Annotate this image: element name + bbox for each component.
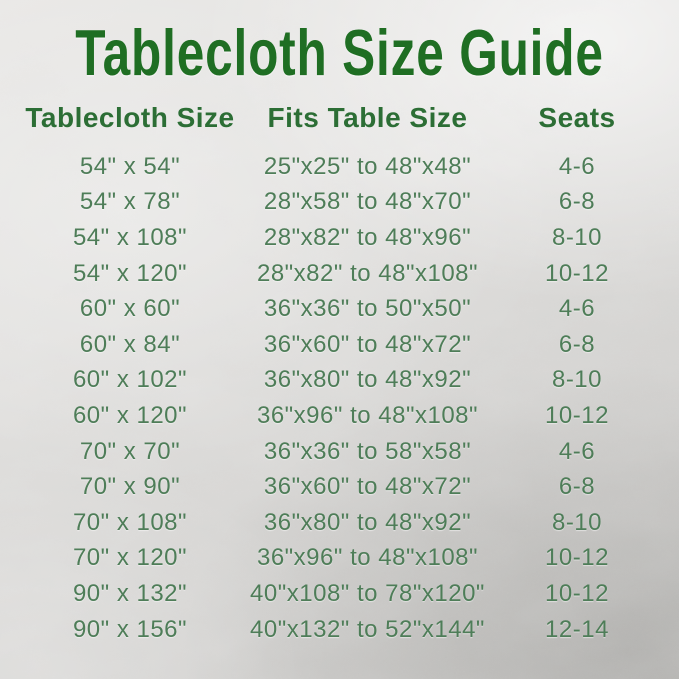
table-row [0, 541, 679, 577]
table-row [0, 434, 679, 470]
tablecloth-size-cell: 70" x 120" [72, 544, 188, 572]
seats-cell: 6-8 [558, 330, 596, 358]
fits-table-size-cell: 25"x25" to 48"x48" [263, 152, 472, 180]
seats-cell: 10-12 [545, 259, 609, 287]
tablecloth-size-cell: 90" x 132" [72, 579, 188, 607]
seats-cell: 4-6 [558, 437, 596, 465]
fits-table-size-cell: 40"x108" to 78"x120" [250, 579, 485, 607]
table-row [0, 505, 679, 541]
fits-table-size-cell: 36"x36" to 50"x50" [263, 295, 472, 323]
seats-cell: 4-6 [558, 152, 596, 180]
fits-table-size-cell: 36"x60" to 48"x72" [263, 330, 472, 358]
column-header-fits-table-size: Fits Table Size [267, 102, 468, 133]
table-row [0, 576, 679, 612]
table-row [0, 185, 679, 221]
seats-cell: 8-10 [551, 508, 603, 536]
table-row [0, 398, 679, 434]
table-row [0, 149, 679, 185]
fits-table-size-cell: 36"x80" to 48"x92" [263, 366, 472, 394]
fits-table-size-cell: 28"x82" to 48"x96" [263, 223, 472, 251]
tablecloth-size-cell: 54" x 54" [79, 152, 181, 180]
fits-table-size-cell: 36"x36" to 58"x58" [263, 437, 472, 465]
table-row [0, 220, 679, 256]
column-header-seats: Seats [538, 102, 616, 133]
fits-table-size-cell: 28"x82" to 48"x108" [256, 259, 479, 287]
tablecloth-size-cell: 60" x 84" [79, 330, 181, 358]
table-row [0, 327, 679, 363]
tablecloth-size-cell: 70" x 108" [72, 508, 188, 536]
seats-cell: 6-8 [558, 473, 596, 501]
tablecloth-size-cell: 54" x 108" [72, 223, 188, 251]
tablecloth-size-cell: 70" x 90" [79, 473, 181, 501]
tablecloth-size-cell: 60" x 60" [79, 295, 181, 323]
fits-table-size-cell: 36"x60" to 48"x72" [263, 473, 472, 501]
seats-cell: 6-8 [558, 188, 596, 216]
table-row [0, 363, 679, 399]
tablecloth-size-cell: 60" x 120" [72, 401, 188, 429]
table-row [0, 291, 679, 327]
fits-table-size-cell: 36"x96" to 48"x108" [256, 544, 479, 572]
seats-cell: 10-12 [545, 579, 609, 607]
table-header-row [0, 98, 679, 138]
table-row [0, 256, 679, 292]
column-header-tablecloth-size: Tablecloth Size [25, 102, 235, 133]
fits-table-size-cell: 28"x58" to 48"x70" [263, 188, 472, 216]
table-body [0, 149, 679, 647]
tablecloth-size-cell: 90" x 156" [72, 615, 188, 643]
table-row [0, 469, 679, 505]
seats-cell: 12-14 [545, 615, 609, 643]
tablecloth-size-cell: 54" x 120" [72, 259, 188, 287]
seats-cell: 10-12 [545, 544, 609, 572]
seats-cell: 8-10 [551, 366, 603, 394]
fits-table-size-cell: 36"x96" to 48"x108" [256, 401, 479, 429]
seats-cell: 8-10 [551, 223, 603, 251]
table-row [0, 612, 679, 648]
tablecloth-size-cell: 54" x 78" [79, 188, 181, 216]
seats-cell: 10-12 [545, 401, 609, 429]
size-table [0, 98, 679, 647]
tablecloth-size-cell: 60" x 102" [72, 366, 188, 394]
fits-table-size-cell: 40"x132" to 52"x144" [250, 615, 485, 643]
fits-table-size-cell: 36"x80" to 48"x92" [263, 508, 472, 536]
seats-cell: 4-6 [558, 295, 596, 323]
tablecloth-size-cell: 70" x 70" [79, 437, 181, 465]
page-title: Tablecloth Size Guide [75, 18, 604, 90]
